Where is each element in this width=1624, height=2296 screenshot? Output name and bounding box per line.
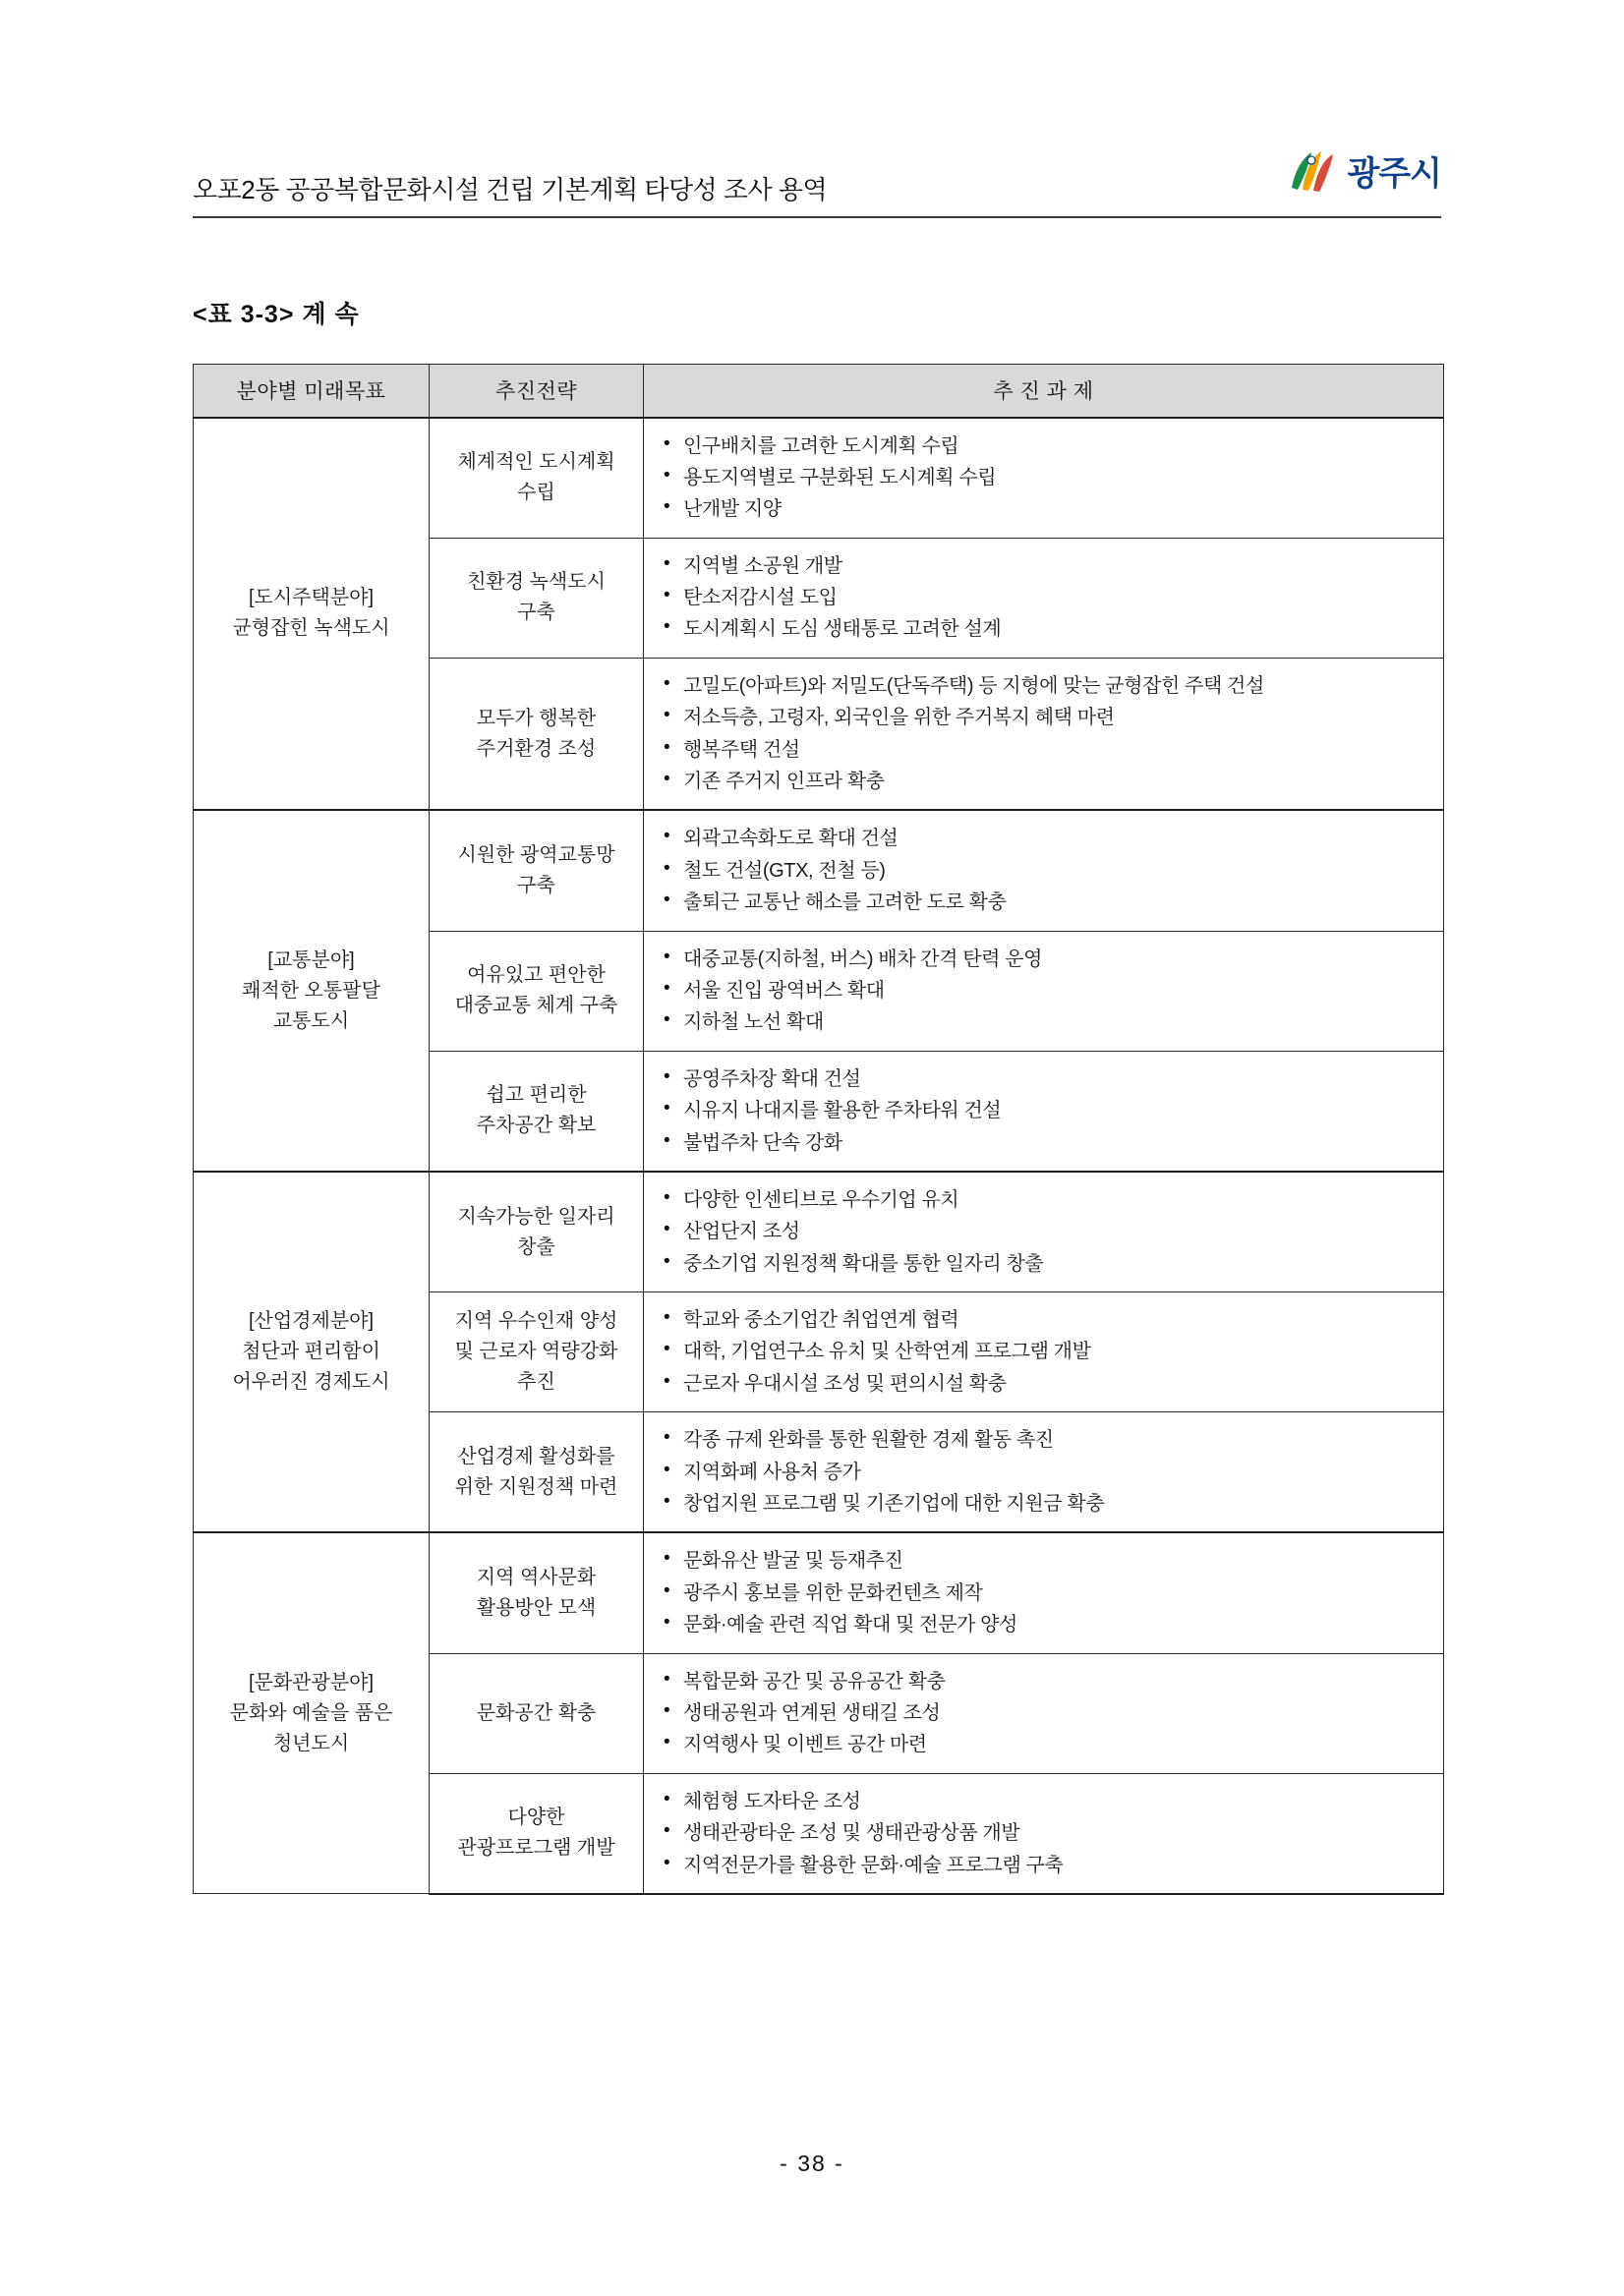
task-list	[660, 1424, 1433, 1520]
task-item: • 고밀도(아파트)와 저밀도(단독주택) 등 지형에 맞는 균형잡힌 주택 건설	[660, 670, 1433, 702]
header-title: 오포2동 공공복합문화시설 건립 기본계획 타당성 조사 용역	[193, 175, 828, 204]
column-header-field: 분야별 미래목표	[194, 365, 430, 418]
tasks-cell	[644, 1172, 1444, 1292]
task-item: • 대중교통(지하철, 버스) 배차 간격 탄력 운영	[660, 944, 1433, 975]
task-item: • 시유지 나대지를 활용한 주차타워 건설	[660, 1095, 1433, 1126]
task-item: • 외곽고속화도로 확대 건설	[660, 823, 1433, 854]
task-item: • 창업지원 프로그램 및 기존기업에 대한 지원금 확충	[660, 1488, 1433, 1520]
field-goal-cell: [문화관광분야] 문화와 예술을 품은 청년도시	[194, 1532, 430, 1894]
tasks-cell	[644, 810, 1444, 931]
strategy-cell: 여유있고 편안한 대중교통 체계 구축	[430, 931, 644, 1051]
task-item: • 지역행사 및 이벤트 공간 마련	[660, 1729, 1433, 1760]
tasks-cell	[644, 1532, 1444, 1653]
tasks-cell	[644, 931, 1444, 1051]
tasks-cell	[644, 538, 1444, 658]
task-list	[660, 1063, 1433, 1159]
task-item: • 광주시 홍보를 위한 문화컨텐츠 제작	[660, 1578, 1433, 1609]
task-list	[660, 670, 1433, 798]
strategy-cell: 다양한 관광프로그램 개발	[430, 1773, 644, 1894]
task-item: • 용도지역별로 구분화된 도시계획 수립	[660, 462, 1433, 493]
table-row	[194, 1172, 1444, 1292]
task-item: • 철도 건설(GTX, 전철 등)	[660, 855, 1433, 887]
field-goal-cell: [산업경제분야] 첨단과 편리함이 어우러진 경제도시	[194, 1172, 430, 1533]
task-item: • 지하철 노선 확대	[660, 1006, 1433, 1038]
task-item: • 문화유산 발굴 및 등재추진	[660, 1545, 1433, 1577]
task-item: • 저소득층, 고령자, 외국인을 위한 주거복지 혜택 마련	[660, 702, 1433, 733]
page-number: - 38 -	[780, 2151, 844, 2176]
table-row	[194, 418, 1444, 539]
tasks-cell	[644, 1051, 1444, 1172]
task-item: • 복합문화 공간 및 공유공간 확충	[660, 1666, 1433, 1697]
task-list	[660, 430, 1433, 526]
logo-text: 광주시	[1347, 155, 1441, 193]
strategy-cell: 지역 우수인재 양성 및 근로자 역량강화 추진	[430, 1292, 644, 1412]
table-body	[194, 418, 1444, 1894]
table-row	[194, 810, 1444, 931]
task-item: • 산업단지 조성	[660, 1216, 1433, 1247]
task-list	[660, 1304, 1433, 1400]
task-item: • 지역별 소공원 개발	[660, 550, 1433, 582]
task-list	[660, 1666, 1433, 1761]
tasks-cell	[644, 1773, 1444, 1894]
tasks-cell	[644, 658, 1444, 810]
task-list	[660, 1184, 1433, 1280]
strategy-cell: 친환경 녹색도시 구축	[430, 538, 644, 658]
logo	[1286, 146, 1441, 195]
task-item: • 기존 주거지 인프라 확충	[660, 766, 1433, 797]
task-item: • 체험형 도자타운 조성	[660, 1786, 1433, 1817]
strategy-cell: 문화공간 확충	[430, 1653, 644, 1773]
task-item: • 근로자 우대시설 조성 및 편의시설 확충	[660, 1368, 1433, 1400]
strategy-cell: 체계적인 도시계획 수립	[430, 418, 644, 539]
table-caption: <표 3-3> 계 속	[193, 301, 360, 328]
task-item: • 대학, 기업연구소 유치 및 산학연계 프로그램 개발	[660, 1336, 1433, 1367]
gwangju-city-emblem-icon	[1286, 148, 1337, 194]
tasks-cell	[644, 418, 1444, 539]
task-item: • 인구배치를 고려한 도시계획 수립	[660, 430, 1433, 462]
task-item: • 도시계획시 도심 생태통로 고려한 설계	[660, 613, 1433, 645]
column-header-strategy: 추진전략	[430, 365, 644, 418]
document-header	[193, 147, 1441, 218]
task-item: • 생태공원과 연계된 생태길 조성	[660, 1697, 1433, 1729]
task-item: • 서울 진입 광역버스 확대	[660, 975, 1433, 1006]
table-header-row	[194, 365, 1444, 418]
column-header-tasks: 추 진 과 제	[644, 365, 1444, 418]
strategy-cell: 산업경제 활성화를 위한 지원정책 마련	[430, 1412, 644, 1533]
task-item: • 문화·예술 관련 직업 확대 및 전문가 양성	[660, 1609, 1433, 1640]
task-item: • 생태관광타운 조성 및 생태관광상품 개발	[660, 1817, 1433, 1849]
task-item: • 지역화폐 사용처 증가	[660, 1457, 1433, 1488]
field-goal-cell: [도시주택분야] 균형잡힌 녹색도시	[194, 418, 430, 811]
task-list	[660, 1545, 1433, 1640]
task-item: • 다양한 인센티브로 우수기업 유치	[660, 1184, 1433, 1216]
strategy-cell: 모두가 행복한 주거환경 조성	[430, 658, 644, 810]
tasks-cell	[644, 1292, 1444, 1412]
task-item: • 난개발 지양	[660, 493, 1433, 525]
task-list	[660, 944, 1433, 1039]
task-item: • 중소기업 지원정책 확대를 통한 일자리 창출	[660, 1248, 1433, 1280]
task-item: • 공영주차장 확대 건설	[660, 1063, 1433, 1095]
task-item: • 행복주택 건설	[660, 734, 1433, 766]
task-item: • 학교와 중소기업간 취업연계 협력	[660, 1304, 1433, 1336]
task-list	[660, 823, 1433, 918]
strategy-cell: 쉽고 편리한 주차공간 확보	[430, 1051, 644, 1172]
field-goal-cell: [교통분야] 쾌적한 오통팔달 교통도시	[194, 810, 430, 1172]
task-item: • 탄소저감시설 도입	[660, 582, 1433, 613]
task-item: • 불법주차 단속 강화	[660, 1127, 1433, 1159]
tasks-cell	[644, 1653, 1444, 1773]
task-item: • 각종 규제 완화를 통한 원활한 경제 활동 촉진	[660, 1424, 1433, 1456]
task-item: • 지역전문가를 활용한 문화·예술 프로그램 구축	[660, 1850, 1433, 1881]
task-list	[660, 550, 1433, 646]
strategy-cell: 지역 역사문화 활용방안 모색	[430, 1532, 644, 1653]
tasks-cell	[644, 1412, 1444, 1533]
strategy-table	[193, 364, 1444, 1895]
strategy-cell: 지속가능한 일자리 창출	[430, 1172, 644, 1292]
table-row	[194, 1532, 1444, 1653]
task-list	[660, 1786, 1433, 1881]
task-item: • 출퇴근 교통난 해소를 고려한 도로 확충	[660, 887, 1433, 918]
strategy-cell: 시원한 광역교통망 구축	[430, 810, 644, 931]
